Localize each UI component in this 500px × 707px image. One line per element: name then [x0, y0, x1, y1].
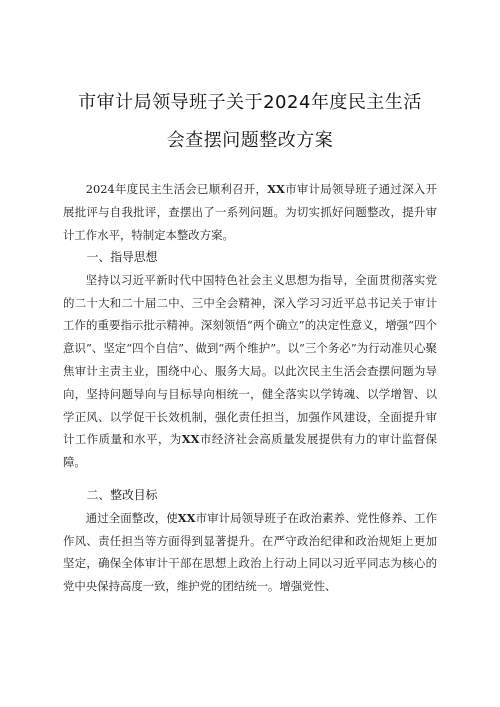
section-2-paragraph [63, 507, 437, 598]
section-2-heading: 二、整改目标 [86, 488, 158, 502]
placeholder-xx: XX [267, 182, 285, 196]
section-2-text-start: 通过全面整改，使 [85, 510, 178, 525]
section-1-block [63, 246, 437, 474]
section-1-text-start: 坚持以习近平新时代中国特色社会主义思想为指导，全面贯彻落实党的二十大和二十届二中、三中全会精神，深入学习习近平总书记关于审计工作的重要指示批示精神。深刻领悟“两个确立”的决定性意义，增强“四个意识”、坚定“四个自信”、做到“两个维护”。以“三个务必”为行动准贝心聚焦审计主责主业，围绕中心、服务大局。以此次民主生活会查摆问题为导向，坚持问题导向与目标导向相统一，健全落实以学铸魂、以学增智、以学正风、以学促干长效机制，强化责任担当，加强作风建设，全面提升审计工作质量和水平，为 [63, 272, 437, 447]
intro-block [63, 178, 437, 246]
section-1-heading: 一、指导思想 [86, 250, 158, 264]
intro-text-start: 2024年度民主生活会已顺利召开， [85, 182, 268, 196]
document-title-line-2: 会查摆问题整改方案 [166, 130, 334, 151]
section-2-block [63, 484, 437, 598]
document-title-line-1: 市审计局领导班子关于2024年度民主生活 [78, 92, 422, 113]
placeholder-xx: XX [177, 510, 196, 525]
intro-paragraph [63, 178, 437, 246]
section-1-text-end: 市经济社会高质量发展提供有力的审计监督保障。 [63, 432, 437, 470]
section-1-paragraph [63, 269, 437, 474]
section-2-text-end: 市审计局领导班子在政治素养、党性修养、工作作风、责任担当等方面得到显著提升。在严守政治纪律和政治规矩上更加坚定，确保全体审计干部在思想上政治上行动上同以习近平同志为核心的党中央保持高度一致，维护党的团结统一。增强党性、 [63, 510, 437, 594]
intro-text-end: 市审计局领导班子通过深入开展批评与自我批评，查摆出了一系列问题。为切实抓好问题整改，提升审计工作水平，特制定本整改方案。 [63, 182, 437, 242]
placeholder-xx: XX [181, 432, 200, 447]
